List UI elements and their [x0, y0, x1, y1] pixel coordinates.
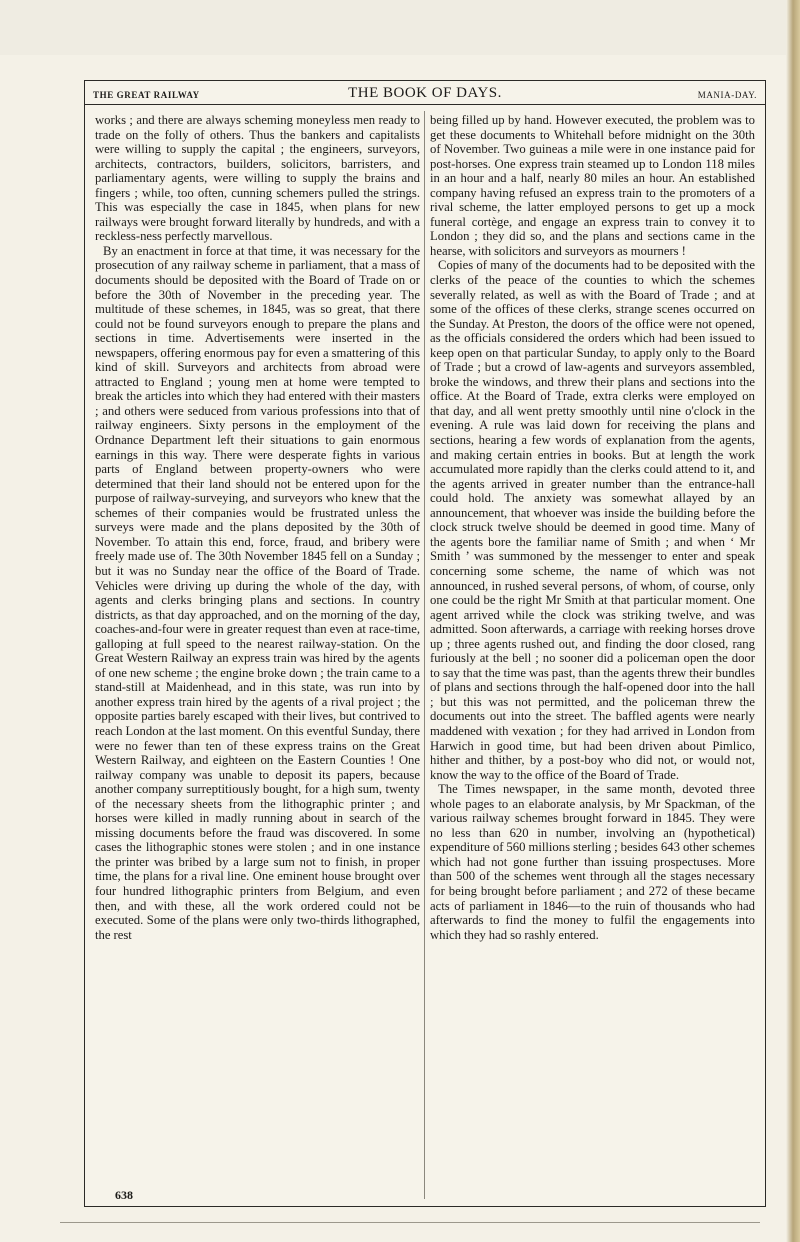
header-left: THE GREAT RAILWAY: [93, 90, 200, 100]
paragraph: works ; and there are always scheming moneyless men ready to trade on the folly of others. Thus the bankers and capitalists were willing to supply the capital ; the engineers, surveyors, architects, contractors, builders, solicitors, barristers, and parliamentary agents, were willing to supply the brains and fingers ; while, too often, cunning schemers pulled the strings. This was especially the case in 1845, when plans for new railways were brought forward literally by hundreds, and with a reckless-ness perfectly marvellous.: [95, 113, 420, 244]
bottom-rule: [60, 1222, 760, 1223]
book-edge: [786, 0, 800, 1242]
header-right: MANIA-DAY.: [697, 90, 757, 100]
paragraph: The Times newspaper, in the same month, devoted three whole pages to an elaborate analysis, by Mr Spackman, of the various railway schemes brought forward in 1845. They were no less than 620 in number, involving an (hypothetical) expenditure of 560 millions sterling ; besides 643 other schemes which had not gone further than issuing prospectuses. More than 500 of the schemes went through all the stages necessary for being brought before parliament ; and 272 of these became acts of parliament in 1846—to the ruin of thousands who had afterwards to find the money to fulfil the engagements into which they had so rashly entered.: [430, 782, 755, 942]
right-column: [430, 113, 755, 942]
header-title: THE BOOK OF DAYS.: [348, 85, 502, 101]
left-column: [95, 113, 420, 942]
scan-margin: [0, 0, 800, 55]
page-number: 638: [115, 1188, 133, 1202]
running-header: [85, 81, 765, 105]
paragraph: being filled up by hand. However executed, the problem was to get these documents to Whitehall before midnight on the 30th of November. Two guineas a mile were in one instance paid for post-horses. One express train steamed up to London 118 miles in an hour and a half, nearly 80 miles an hour. An established company having refused an express train to the promoters of a rival scheme, the latter employed persons to get up a mock funeral cortège, and engage an express train to convey it to London ; they did so, and the plans and sections came in the hearse, with solicitors and surveyors as mourners !: [430, 113, 755, 258]
column-divider: [424, 111, 425, 1199]
paragraph: By an enactment in force at that time, it was necessary for the prosecution of any railway scheme in parliament, that a mass of documents should be deposited with the Board of Trade on or before the 30th of November in the preceding year. The multitude of these schemes, in 1845, was so great, that there could not be found surveyors enough to prepare the plans and sections in time. Advertisements were inserted in the newspapers, offering enormous pay for even a smattering of this kind of skill. Surveyors and architects from abroad were attracted to England ; young men at home were tempted to break the articles into which they had entered with their masters ; and others were seduced from various professions into that of railway engineers. Sixty persons in the employment of the Ordnance Department left their situations to gain enormous earnings in this way. There were desperate fights in various parts of England between property-owners who were determined that their land should not be entered upon for the purpose of railway-surveying, and surveyors who knew that the schemes of their companies would be frustrated unless the surveys were made and the plans deposited by the 30th of November. To attain this end, force, fraud, and bribery were freely made use of. The 30th November 1845 fell on a Sunday ; but it was no Sunday near the office of the Board of Trade. Vehicles were driving up during the whole of the day, with agents and clerks bringing plans and sections. In country districts, as that day approached, and on the morning of the day, coaches-and-four were in greater request than even at race-time, galloping at full speed to the nearest railway-station. On the Great Western Railway an express train was hired by the agents of one new scheme ; the engine broke down ; the train came to a stand-still at Maidenhead, and in this state, was run into by another express train hired by the agents of a rival project ; the opposite parties barely escaped with their lives, but contrived to reach London at the last moment. On this eventful Sunday, there were no fewer than ten of these express trains on the Great Western Railway, and eighteen on the Eastern Counties ! One railway company was unable to deposit its papers, because another company surreptitiously bought, for a high sum, twenty of the necessary sheets from the lithographic printer ; and horses were killed in madly running about in search of the missing documents before the fraud was discovered. In some cases the lithographic stones were stolen ; and in one instance the printer was bribed by a large sum not to finish, in proper time, the plans for a rival line. One eminent house brought over four hundred lithographic printers from Belgium, and even then, and with these, all the work ordered could not be executed. Some of the plans were only two-thirds lithographed, the rest: [95, 243, 420, 942]
book-page: [84, 80, 766, 1207]
paragraph: Copies of many of the documents had to be deposited with the clerks of the peace of the counties to which the schemes severally related, as well as with the Board of Trade ; and at some of the offices of these clerks, strange scenes occurred on the Sunday. At Preston, the doors of the office were not opened, as the officials considered the orders which had been issued to keep open on that particular Sunday, to apply only to the Board of Trade ; but a crowd of law-agents and surveyors assembled, broke the windows, and threw their plans and sections into the office. At the Board of Trade, extra clerks were employed on that day, and all went pretty smoothly until nine o'clock in the evening. A rule was laid down for receiving the plans and sections, hearing a few words of explanation from the agents, and making certain entries in books. But at length the work accumulated more rapidly than the clerks could attend to it, and the agents arrived in greater number than the entrance-hall could hold. The anxiety was somewhat allayed by an announcement, that whoever was inside the building before the clock struck twelve should be deemed in good time. Many of the agents bore the familiar name of Smith ; and when ‘ Mr Smith ’ was summoned by the messenger to enter and speak concerning some scheme, the name of which was not announced, in rushed several persons, of whom, of course, only one could be the right Mr Smith at that particular moment. One agent arrived while the clock was striking twelve, and was admitted. Soon afterwards, a carriage with reeking horses drove up ; three agents rushed out, and finding the door closed, rang furiously at the bell ; no sooner did a policeman open the door to say that the time was past, than the agents threw their bundles of plans and sections through the half-opened door into the hall ; but this was not permitted, and the policeman threw the documents out into the street. The baffled agents were nearly maddened with vexation ; for they had arrived in London from Harwich in good time, but had been driven about Pimlico, hither and thither, by a post-boy who did not, or would not, know the way to the office of the Board of Trade.: [430, 258, 755, 782]
